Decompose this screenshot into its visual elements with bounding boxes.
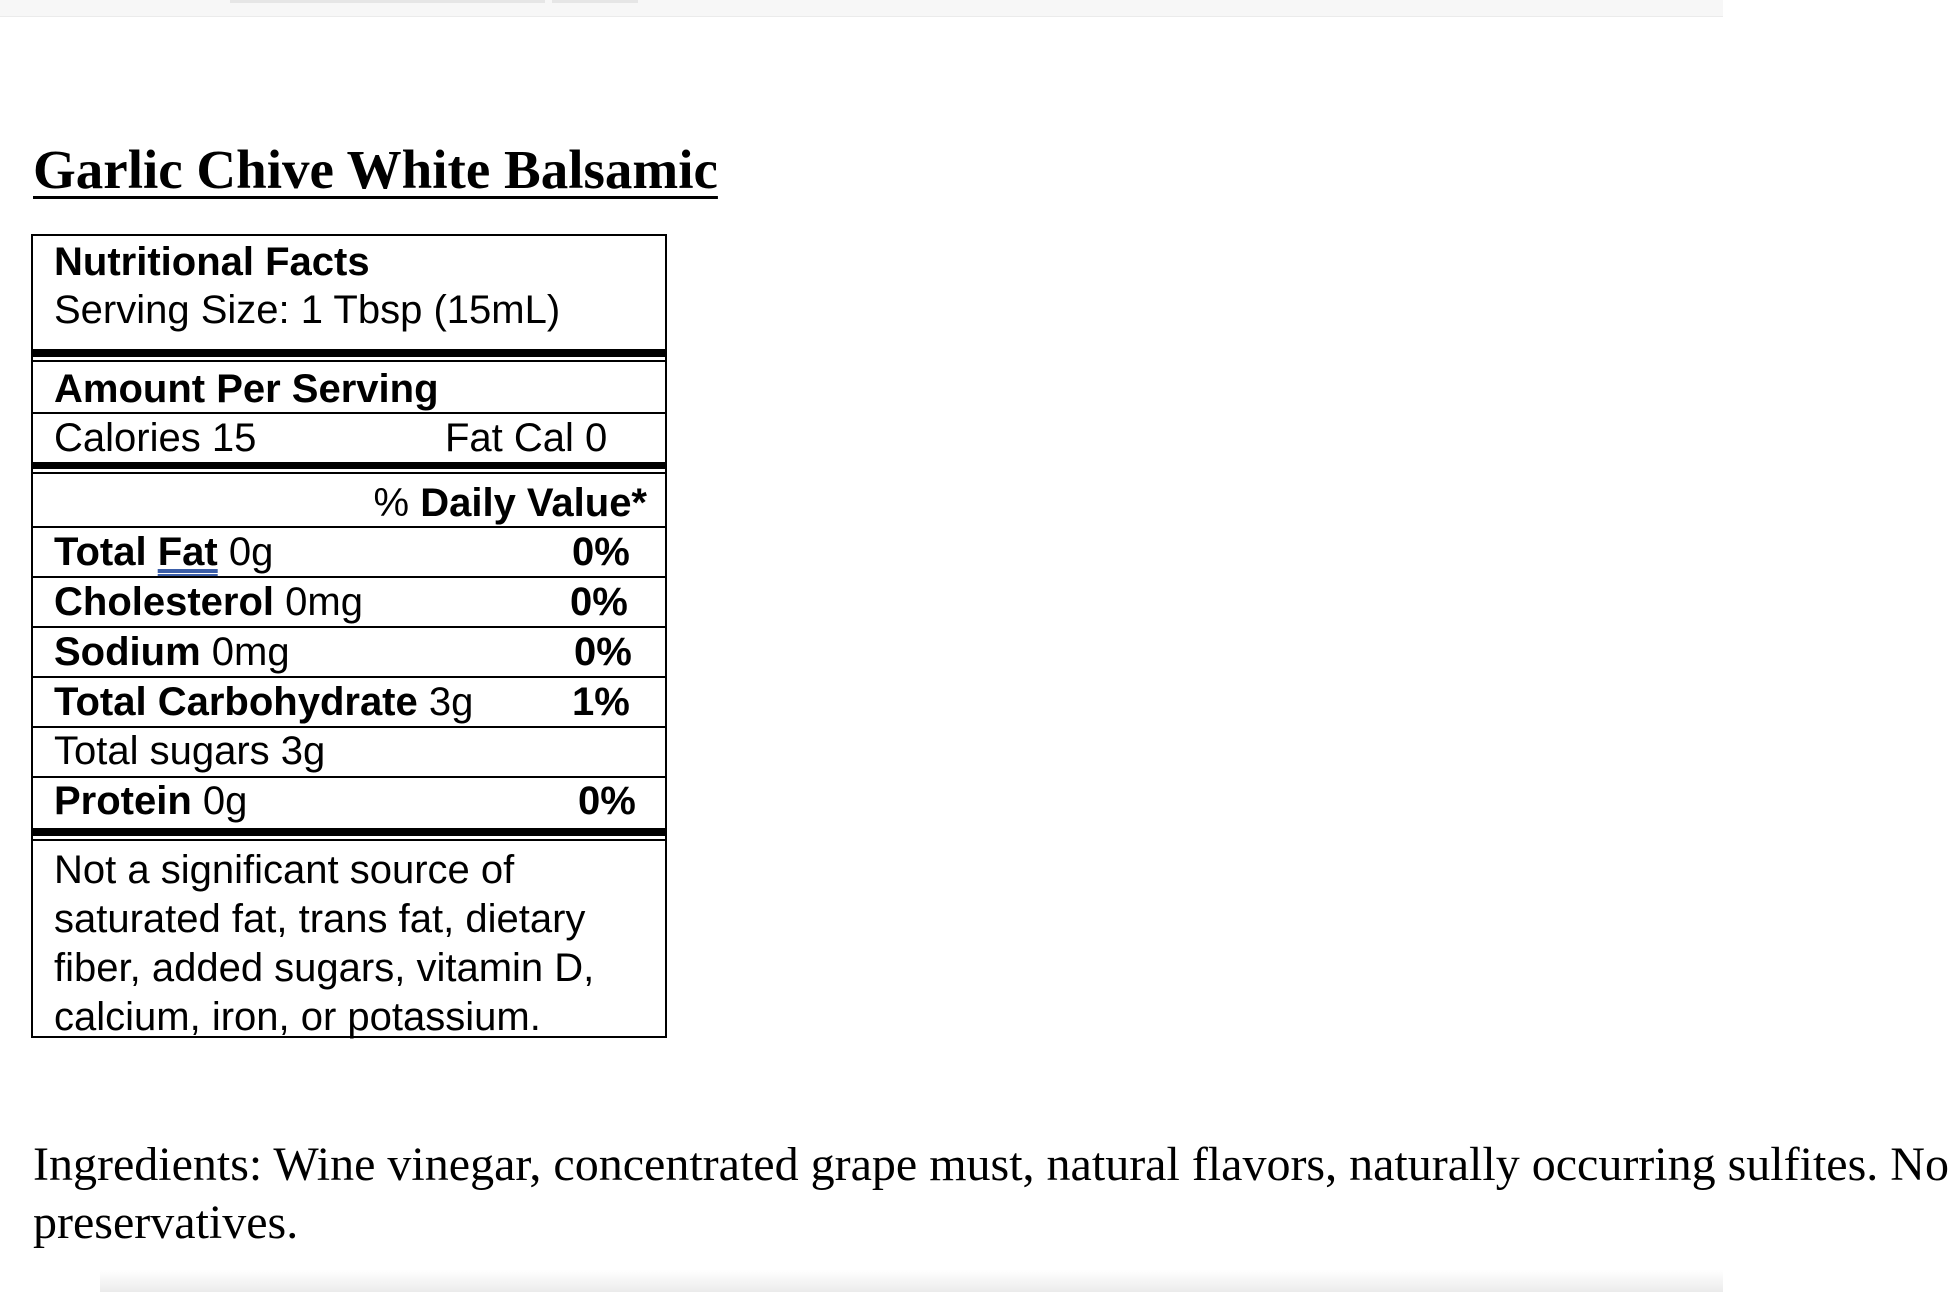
nutrient-row-total-sugars [33,727,665,775]
nutrient-daily-value: 1% [572,680,630,724]
toolbar-tab[interactable] [552,0,638,3]
fat-calories: Fat Cal 0 [445,416,608,460]
nutrient-amount: 3g [428,680,474,724]
nutrient-amount: 0mg [285,580,363,624]
nutrient-name: Cholesterol [54,580,275,624]
nutrient-daily-value: 0% [578,779,636,823]
nutrient-row-total-fat [33,528,665,576]
nutrient-amount: 0mg [211,630,290,674]
nutrient-row-total-carbohydrate [33,678,665,726]
ingredients-line: Ingredients: Wine vinegar, concentrated grape must, natural flavors, naturally occurring sulfites. No [33,1138,1949,1191]
nutrient-amount: 0g [228,530,274,574]
daily-value-label: Daily Value* [420,481,647,525]
nutrient-amount: 0g [202,779,248,823]
nutrient-name: Total Carbohydrate [54,680,418,724]
nutrient-name-link[interactable]: Fat [157,530,218,574]
nutrition-heading: Nutritional Facts [54,240,370,284]
product-title: Garlic Chive White Balsamic [33,139,718,200]
nutrient-name: Sodium [54,630,201,674]
calories-row [33,414,665,462]
toolbar-tab[interactable] [230,0,545,3]
label-footnote: Not a significant source of saturated fat, trans fat, dietary fiber, added sugars, vitamin D, calcium, iron, or potassium. [54,848,595,1039]
bottom-shadow [100,1270,1723,1292]
divider [33,472,665,474]
ingredients-line: preservatives. [33,1196,299,1249]
divider [33,839,665,841]
calories: Calories 15 [54,416,257,460]
serving-size: Serving Size: 1 Tbsp (15mL) [54,288,561,332]
nutrient-row-cholesterol [33,578,665,626]
percent-sign: % [373,481,410,525]
nutrient-daily-value: 0% [570,580,628,624]
thick-divider [33,828,665,836]
divider [33,360,665,362]
thick-divider [33,349,665,357]
thick-divider [33,462,665,469]
top-toolbar-strip [0,0,1723,17]
ingredients-text [33,1136,1949,1252]
amount-per-serving: Amount Per Serving [54,367,439,411]
nutrient-daily-value: 0% [572,530,630,574]
nutrient-row-sodium [33,628,665,676]
nutrient-name: Total sugars 3g [54,729,326,773]
nutrition-facts-label [31,234,667,1038]
nutrient-row-protein [33,777,665,825]
daily-value-heading [374,479,648,527]
nutrient-name: Protein [54,779,192,823]
nutrient-daily-value: 0% [574,630,632,674]
nutrient-name: Total [54,530,147,574]
